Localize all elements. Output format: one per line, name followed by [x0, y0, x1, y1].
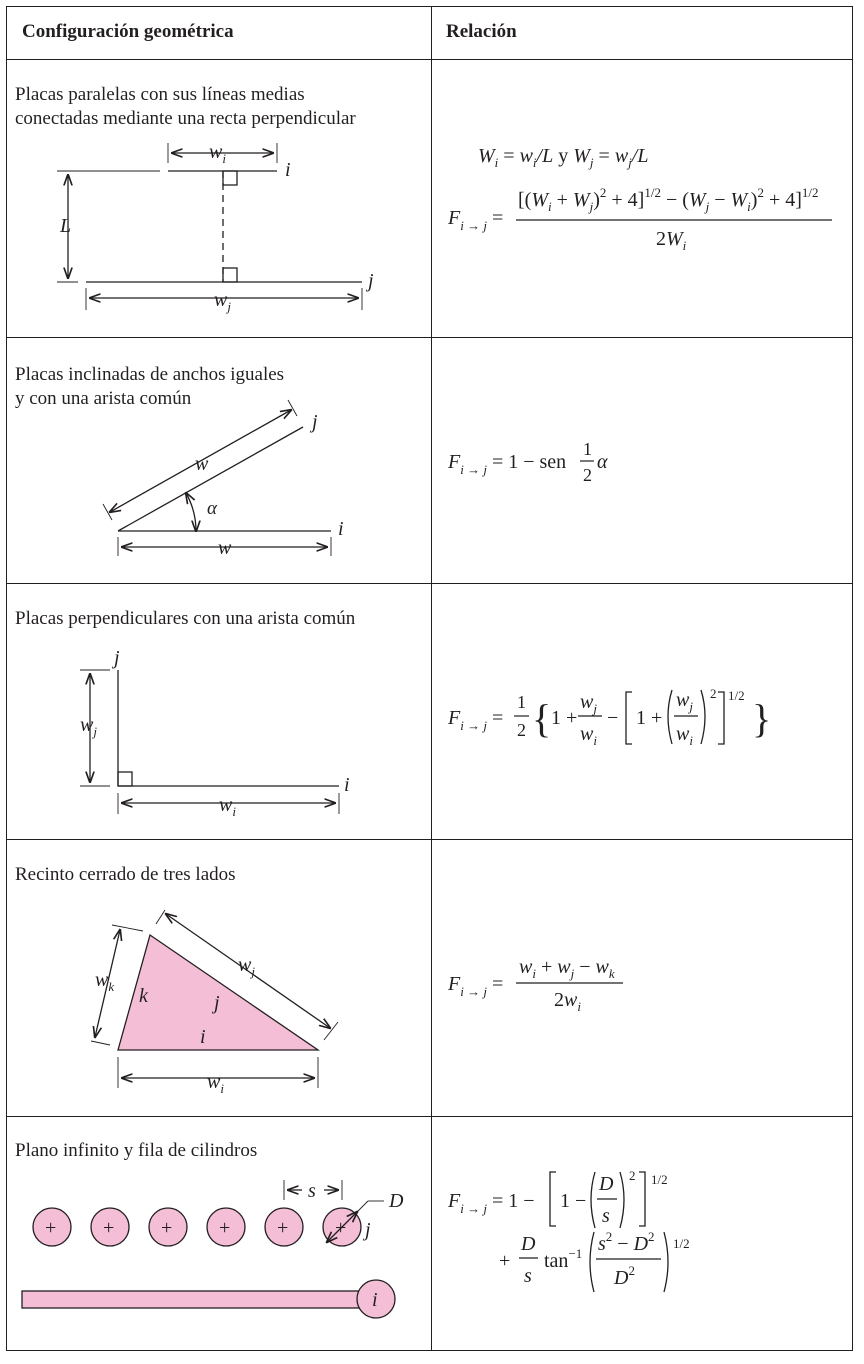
- label-i: i: [285, 159, 291, 181]
- formula-parallel-plates: [447, 145, 832, 253]
- label-j: j: [312, 411, 318, 433]
- label-j: j: [368, 270, 374, 292]
- label-wj: $w_j$: [238, 954, 255, 979]
- exponent: 2: [629, 1168, 636, 1183]
- half-denominator: 2: [517, 720, 526, 740]
- label-i: i: [372, 1289, 378, 1311]
- formula-denominator: $2W_i$: [656, 228, 687, 253]
- row1-title-line1: Placas paralelas con sus líneas medias: [15, 84, 305, 105]
- label-wk: $w_k$: [95, 969, 115, 994]
- ratio-den: $D^2$: [614, 1263, 635, 1289]
- formula-lhs: $F_{i \to j}$ =: [448, 707, 504, 733]
- half-numerator: 1: [583, 439, 592, 459]
- label-wi: $w_i$: [207, 1071, 224, 1096]
- exponent: 1/2: [728, 688, 745, 703]
- formula-plus: +: [499, 1250, 511, 1272]
- row5-title: Plano infinito y fila de cilindros: [15, 1140, 258, 1161]
- label-wi: $w_i$: [219, 794, 236, 819]
- brace-open: {: [532, 696, 552, 741]
- ratio-den: $w_i$: [580, 723, 597, 748]
- formula-perpendicular-plates: [447, 686, 771, 748]
- ratio-den: s: [524, 1265, 532, 1287]
- formula-one-plus: 1 +: [636, 707, 663, 729]
- label-k: k: [139, 985, 148, 1007]
- formula-inclined-plates: [447, 439, 608, 485]
- ratio-den: $w_i$: [676, 723, 693, 748]
- header-relation: Relación: [446, 21, 517, 42]
- label-L: L: [60, 215, 72, 237]
- formula-one-minus: 1 −: [560, 1190, 587, 1212]
- label-i: i: [344, 774, 350, 796]
- formula-denominator: $2w_i$: [554, 989, 581, 1014]
- paren-open: [591, 1172, 595, 1228]
- formula-lhs: $F_{i \to j} = 1$ − sen: [448, 451, 567, 477]
- label-s: s: [308, 1180, 316, 1202]
- formula-lhs: $F_{i \to j}$ =: [448, 973, 504, 999]
- plus-mark: +: [277, 1217, 289, 1239]
- bracket-close: [718, 692, 724, 744]
- plus-mark: +: [219, 1217, 231, 1239]
- label-w-bottom: w: [218, 537, 232, 559]
- bracket-open: [550, 1172, 556, 1226]
- formula-lhs: $F_{i \to j} = 1$ −: [448, 1190, 535, 1216]
- label-wi: $w_i$: [209, 141, 226, 166]
- label-D: D: [389, 1190, 404, 1212]
- row3-title: Placas perpendiculares con una arista común: [15, 608, 356, 629]
- label-j: j: [214, 992, 220, 1014]
- paren-close: [620, 1172, 624, 1228]
- ratio-num: $s^2 - D^2$: [598, 1229, 655, 1255]
- ratio-num: D: [521, 1233, 536, 1255]
- label-wj: $w_j$: [80, 714, 97, 739]
- ratio-num: $w_j$: [676, 689, 693, 714]
- formula-width-ratios: $W_i = w_i/L$ y $W_j = w_j/L$: [478, 145, 649, 170]
- formula-one-plus: 1 +: [551, 707, 578, 729]
- formula-numerator: $w_i + w_j - w_k$: [519, 956, 615, 981]
- bracket-open: [626, 692, 632, 744]
- label-i: i: [200, 1026, 206, 1048]
- row2-title-line1: Placas inclinadas de anchos iguales: [15, 364, 285, 385]
- paren-close: [664, 1232, 668, 1292]
- half-denominator: 2: [583, 465, 592, 485]
- brace-close: }: [752, 696, 772, 741]
- paren-open: [668, 690, 672, 744]
- formula-tan: $\tan^{-1}$: [544, 1246, 583, 1272]
- alpha-symbol: α: [597, 451, 608, 473]
- row1-title-line2: conectadas mediante una recta perpendicular: [15, 108, 356, 129]
- ratio-num: D: [599, 1173, 614, 1195]
- label-wj: $w_j$: [214, 289, 231, 314]
- formula-minus: −: [607, 707, 619, 729]
- formula-cylinders: [447, 1168, 690, 1292]
- label-j: j: [365, 1219, 371, 1241]
- plus-mark: +: [45, 1217, 57, 1239]
- formula-enclosure: [447, 956, 623, 1014]
- row4-title: Recinto cerrado de tres lados: [15, 864, 236, 885]
- label-alpha: α: [207, 498, 217, 519]
- half-numerator: 1: [517, 692, 526, 712]
- bracket-close: [639, 1172, 645, 1226]
- exponent: 2: [710, 686, 717, 701]
- header-geometry: Configuración geométrica: [22, 21, 234, 42]
- label-i: i: [338, 518, 344, 540]
- row2-title-line2: y con una arista común: [15, 388, 192, 409]
- label-w-top: w: [195, 453, 209, 475]
- plus-mark: +: [103, 1217, 115, 1239]
- paren-close: [701, 690, 705, 744]
- ratio-den: s: [602, 1205, 610, 1227]
- formula-numerator: $[(W_i + W_j)^2 + 4]^{1/2} - (W_j - W_i)^2 + 4]^{1/2}$: [518, 185, 819, 214]
- formula-lhs: $F_{i \to j}$ =: [448, 207, 504, 233]
- exponent: 1/2: [673, 1236, 690, 1251]
- plus-mark: +: [161, 1217, 173, 1239]
- label-j: j: [114, 647, 120, 669]
- ratio-num: $w_j$: [580, 691, 597, 716]
- exponent: 1/2: [651, 1172, 668, 1187]
- paren-open: [590, 1232, 594, 1292]
- plus-mark: +: [335, 1217, 347, 1239]
